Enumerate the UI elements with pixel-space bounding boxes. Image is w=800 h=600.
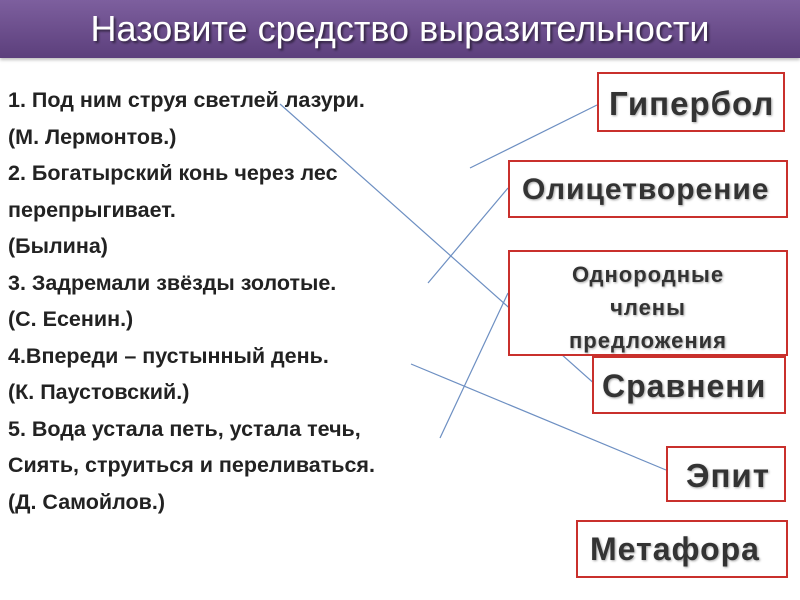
answer-box-epithet[interactable] bbox=[666, 446, 786, 502]
item-line: Сиять, струиться и переливаться. bbox=[8, 453, 375, 477]
item-line: (Д. Самойлов.) bbox=[8, 489, 165, 514]
answer-label: Сравнени bbox=[602, 368, 767, 404]
item-line: (М. Лермонтов.) bbox=[8, 124, 177, 149]
slide-title: Назовите средство выразительности bbox=[90, 8, 710, 49]
item-line: 2. Богатырский конь через лес bbox=[8, 161, 338, 185]
item-line: 5. Вода устала петь, устала течь, bbox=[8, 416, 361, 441]
answer-label: Однородные члены предложения bbox=[569, 262, 727, 353]
item-line: 4.Впереди – пустынный день. bbox=[8, 343, 329, 368]
answer-label: Эпит bbox=[686, 457, 770, 494]
item-line: (К. Паустовский.) bbox=[8, 380, 190, 404]
answer-box-comparison[interactable] bbox=[592, 356, 786, 414]
answer-box-metaphor[interactable] bbox=[576, 520, 788, 578]
answer-label: Олицетворение bbox=[522, 173, 770, 206]
item-line: 1. Под ним струя светлей лазури. bbox=[8, 88, 365, 112]
answer-box-personification[interactable] bbox=[508, 160, 788, 218]
answer-box-homogeneous[interactable] bbox=[508, 250, 788, 356]
item-line: (С. Есенин.) bbox=[8, 307, 134, 331]
answer-box-hyperbole[interactable] bbox=[597, 72, 785, 132]
answer-label: Гипербол bbox=[609, 85, 775, 122]
item-line: перепрыгивает. bbox=[8, 197, 176, 222]
item-line: (Былина) bbox=[8, 234, 108, 258]
item-line: 3. Задремали звёзды золотые. bbox=[8, 270, 337, 295]
task-text bbox=[8, 82, 593, 520]
answer-label: Метафора bbox=[590, 531, 760, 567]
